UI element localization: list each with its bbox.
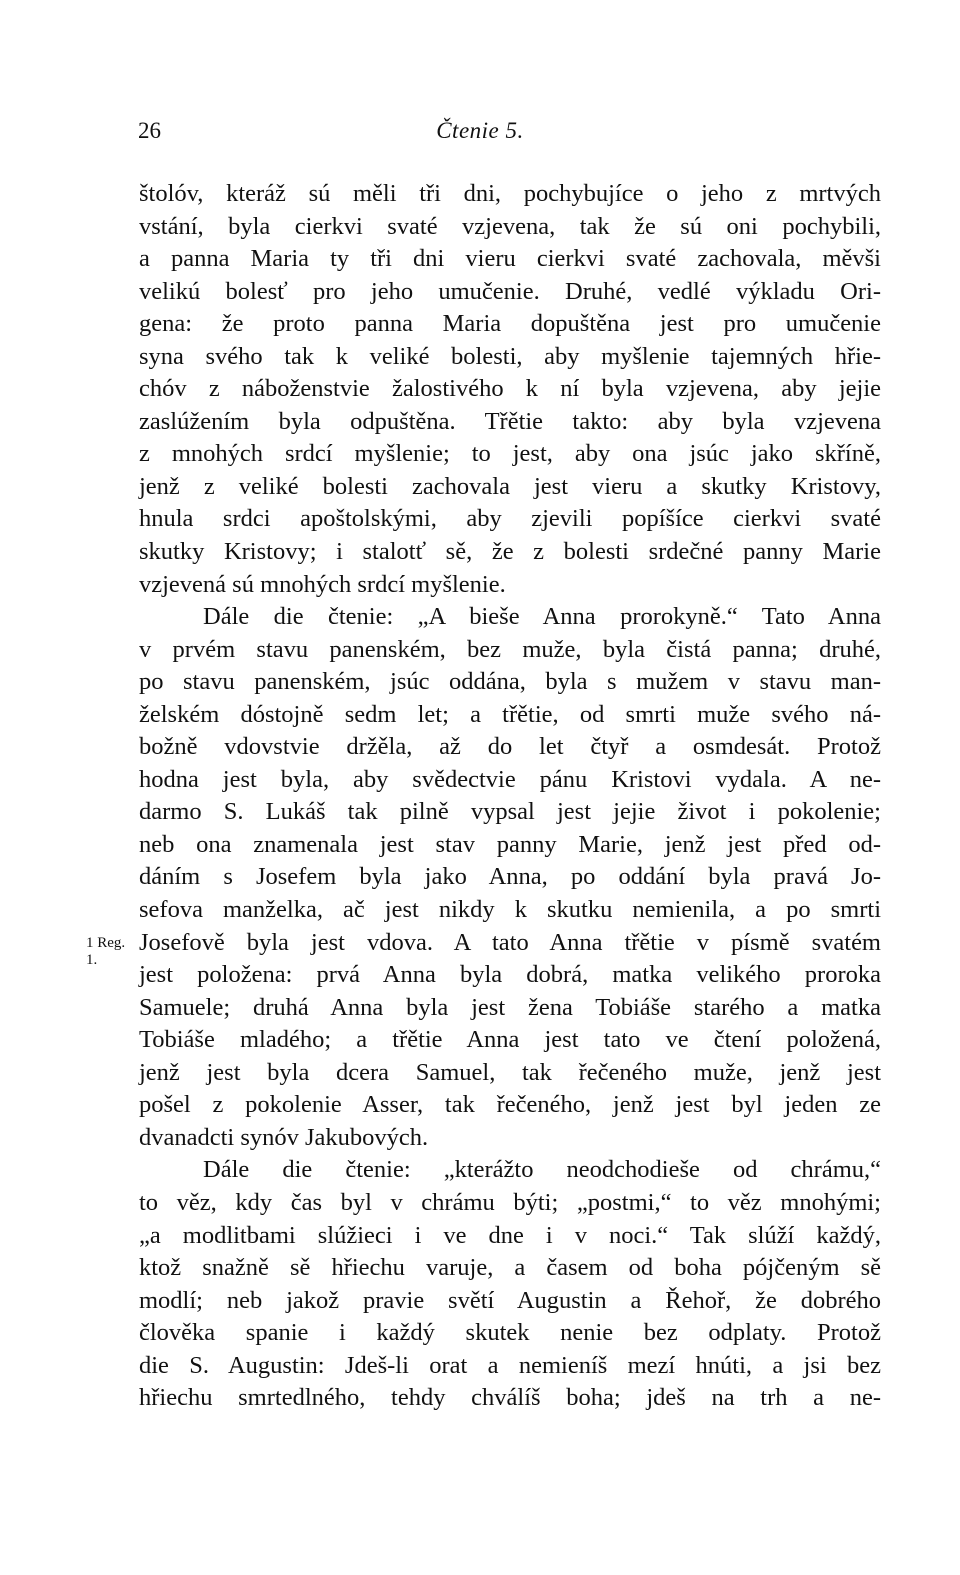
text-line: Dále die čtenie: „A bieše Anna prorokyně.“ Tato Anna xyxy=(203,603,881,631)
text-line: darmo S. Lukáš tak pilně vypsal jest jejie život i pokolenie; xyxy=(139,798,881,826)
text-line: štolóv, kteráž sú měli tři dni, pochybujíce o jeho z mrtvých xyxy=(139,180,881,207)
text-line: vstání, byla cierkvi svaté vzjevena, tak že sú oni pochybili, xyxy=(139,212,881,240)
text-line: chóv z náboženstvie žalostivého k ní byla vzjevena, aby jejie xyxy=(139,375,881,403)
text-line: hřiechu smrtedlného, tehdy chválíš boha; jdeš na trh a ne- xyxy=(139,1384,881,1412)
text-line: zaslúžením byla odpuštěna. Třětie takto: aby byla vzjevena xyxy=(139,407,881,435)
text-line: syna svého tak k veliké bolesti, aby myšlenie tajemných hřie- xyxy=(139,342,881,370)
text-line: neb ona znamenala jest stav panny Marie, jenž jest před od- xyxy=(139,830,881,858)
text-line: Josefově byla jest vdova. A tato Anna třětie v písmě svatém xyxy=(139,928,881,956)
text-line: skutky Kristovy; i stalotť sě, že z bolesti srdečné panny Marie xyxy=(139,538,881,566)
text-line: hnula srdci apoštolskými, aby zjevili popíšíce cierkvi svaté xyxy=(139,505,881,533)
text-line: Samuele; druhá Anna byla jest žena Tobiáše starého a matka xyxy=(139,993,881,1021)
text-line: jest položena: prvá Anna byla dobrá, matka velikého proroka xyxy=(139,961,881,989)
text-line: po stavu panenském, jsúc oddána, byla s mužem v stavu man- xyxy=(139,668,881,696)
text-line: dvanadcti synóv Jakubových. xyxy=(139,1123,429,1151)
text-line: velikú bolesť pro jeho umučenie. Druhé, vedlé výkladu Ori- xyxy=(139,277,881,305)
text-line: dáním s Josefem byla jako Anna, po oddání byla pravá Jo- xyxy=(139,863,881,891)
text-line: gena: že proto panna Maria dopuštěna jest pro umučenie xyxy=(139,310,881,338)
text-line: modlí; neb jakož pravie světí Augustin a Řehoř, že dobrého xyxy=(139,1286,881,1314)
running-title: Čtenie 5. xyxy=(436,118,524,143)
text-line: sefova manželka, ač jest nikdy k skutku nemienila, a po smrti xyxy=(139,896,881,924)
text-line: a panna Maria ty tři dni vieru cierkvi svaté zachovala, měvši xyxy=(139,245,881,273)
text-line: želském dóstojně sedm let; a třětie, od smrti muže svého ná- xyxy=(139,700,881,728)
text-line: hodna jest byla, aby svědectvie pánu Kristovi vydala. A ne- xyxy=(139,765,881,793)
text-line: v prvém stavu panenském, bez muže, byla čistá panna; druhé, xyxy=(139,635,881,663)
text-line: ktož snažně sě hřiechu varuje, a časem od boha pójčeným sě xyxy=(139,1254,881,1282)
text-line: z mnohých srdcí myšlenie; to jest, aby ona jsúc jako skříně, xyxy=(139,440,881,468)
text-line: „a modlitbami slúžieci i ve dne i v noci.“ Tak slúží každý, xyxy=(139,1221,881,1249)
text-line: Dále die čtenie: „kterážto neodchodieše od chrámu,“ xyxy=(203,1156,881,1184)
text-line: božně vdovstvie držěla, až do let čtyř a osmdesát. Protož xyxy=(139,733,881,761)
body-text xyxy=(139,178,881,1415)
page-header xyxy=(0,118,960,152)
text-line: jenž z veliké bolesti zachovala jest vieru a skutky Kristovy, xyxy=(139,472,881,500)
text-line: pošel z pokolenie Asser, tak řečeného, jenž jest byl jeden ze xyxy=(139,1091,881,1119)
text-line: die S. Augustin: Jdeš-li orat a nemieníš mezí hnúti, a jsi bez xyxy=(139,1351,881,1379)
margin-note: 1 Reg. 1. xyxy=(86,935,126,968)
page-number: 26 xyxy=(138,118,161,143)
text-line: jenž jest byla dcera Samuel, tak řečeného muže, jenž jest xyxy=(139,1058,881,1086)
text-line: člověka spanie i každý skutek nenie bez odplaty. Protož xyxy=(139,1319,881,1347)
text-line: vzjevená sú mnohých srdcí myšlenie. xyxy=(139,570,506,598)
text-line: Tobiáše mladého; a třětie Anna jest tato ve čtení položená, xyxy=(139,1026,881,1054)
text-line: to věz, kdy čas byl v chrámu býti; „postmi,“ to věz mnohými; xyxy=(139,1188,881,1216)
